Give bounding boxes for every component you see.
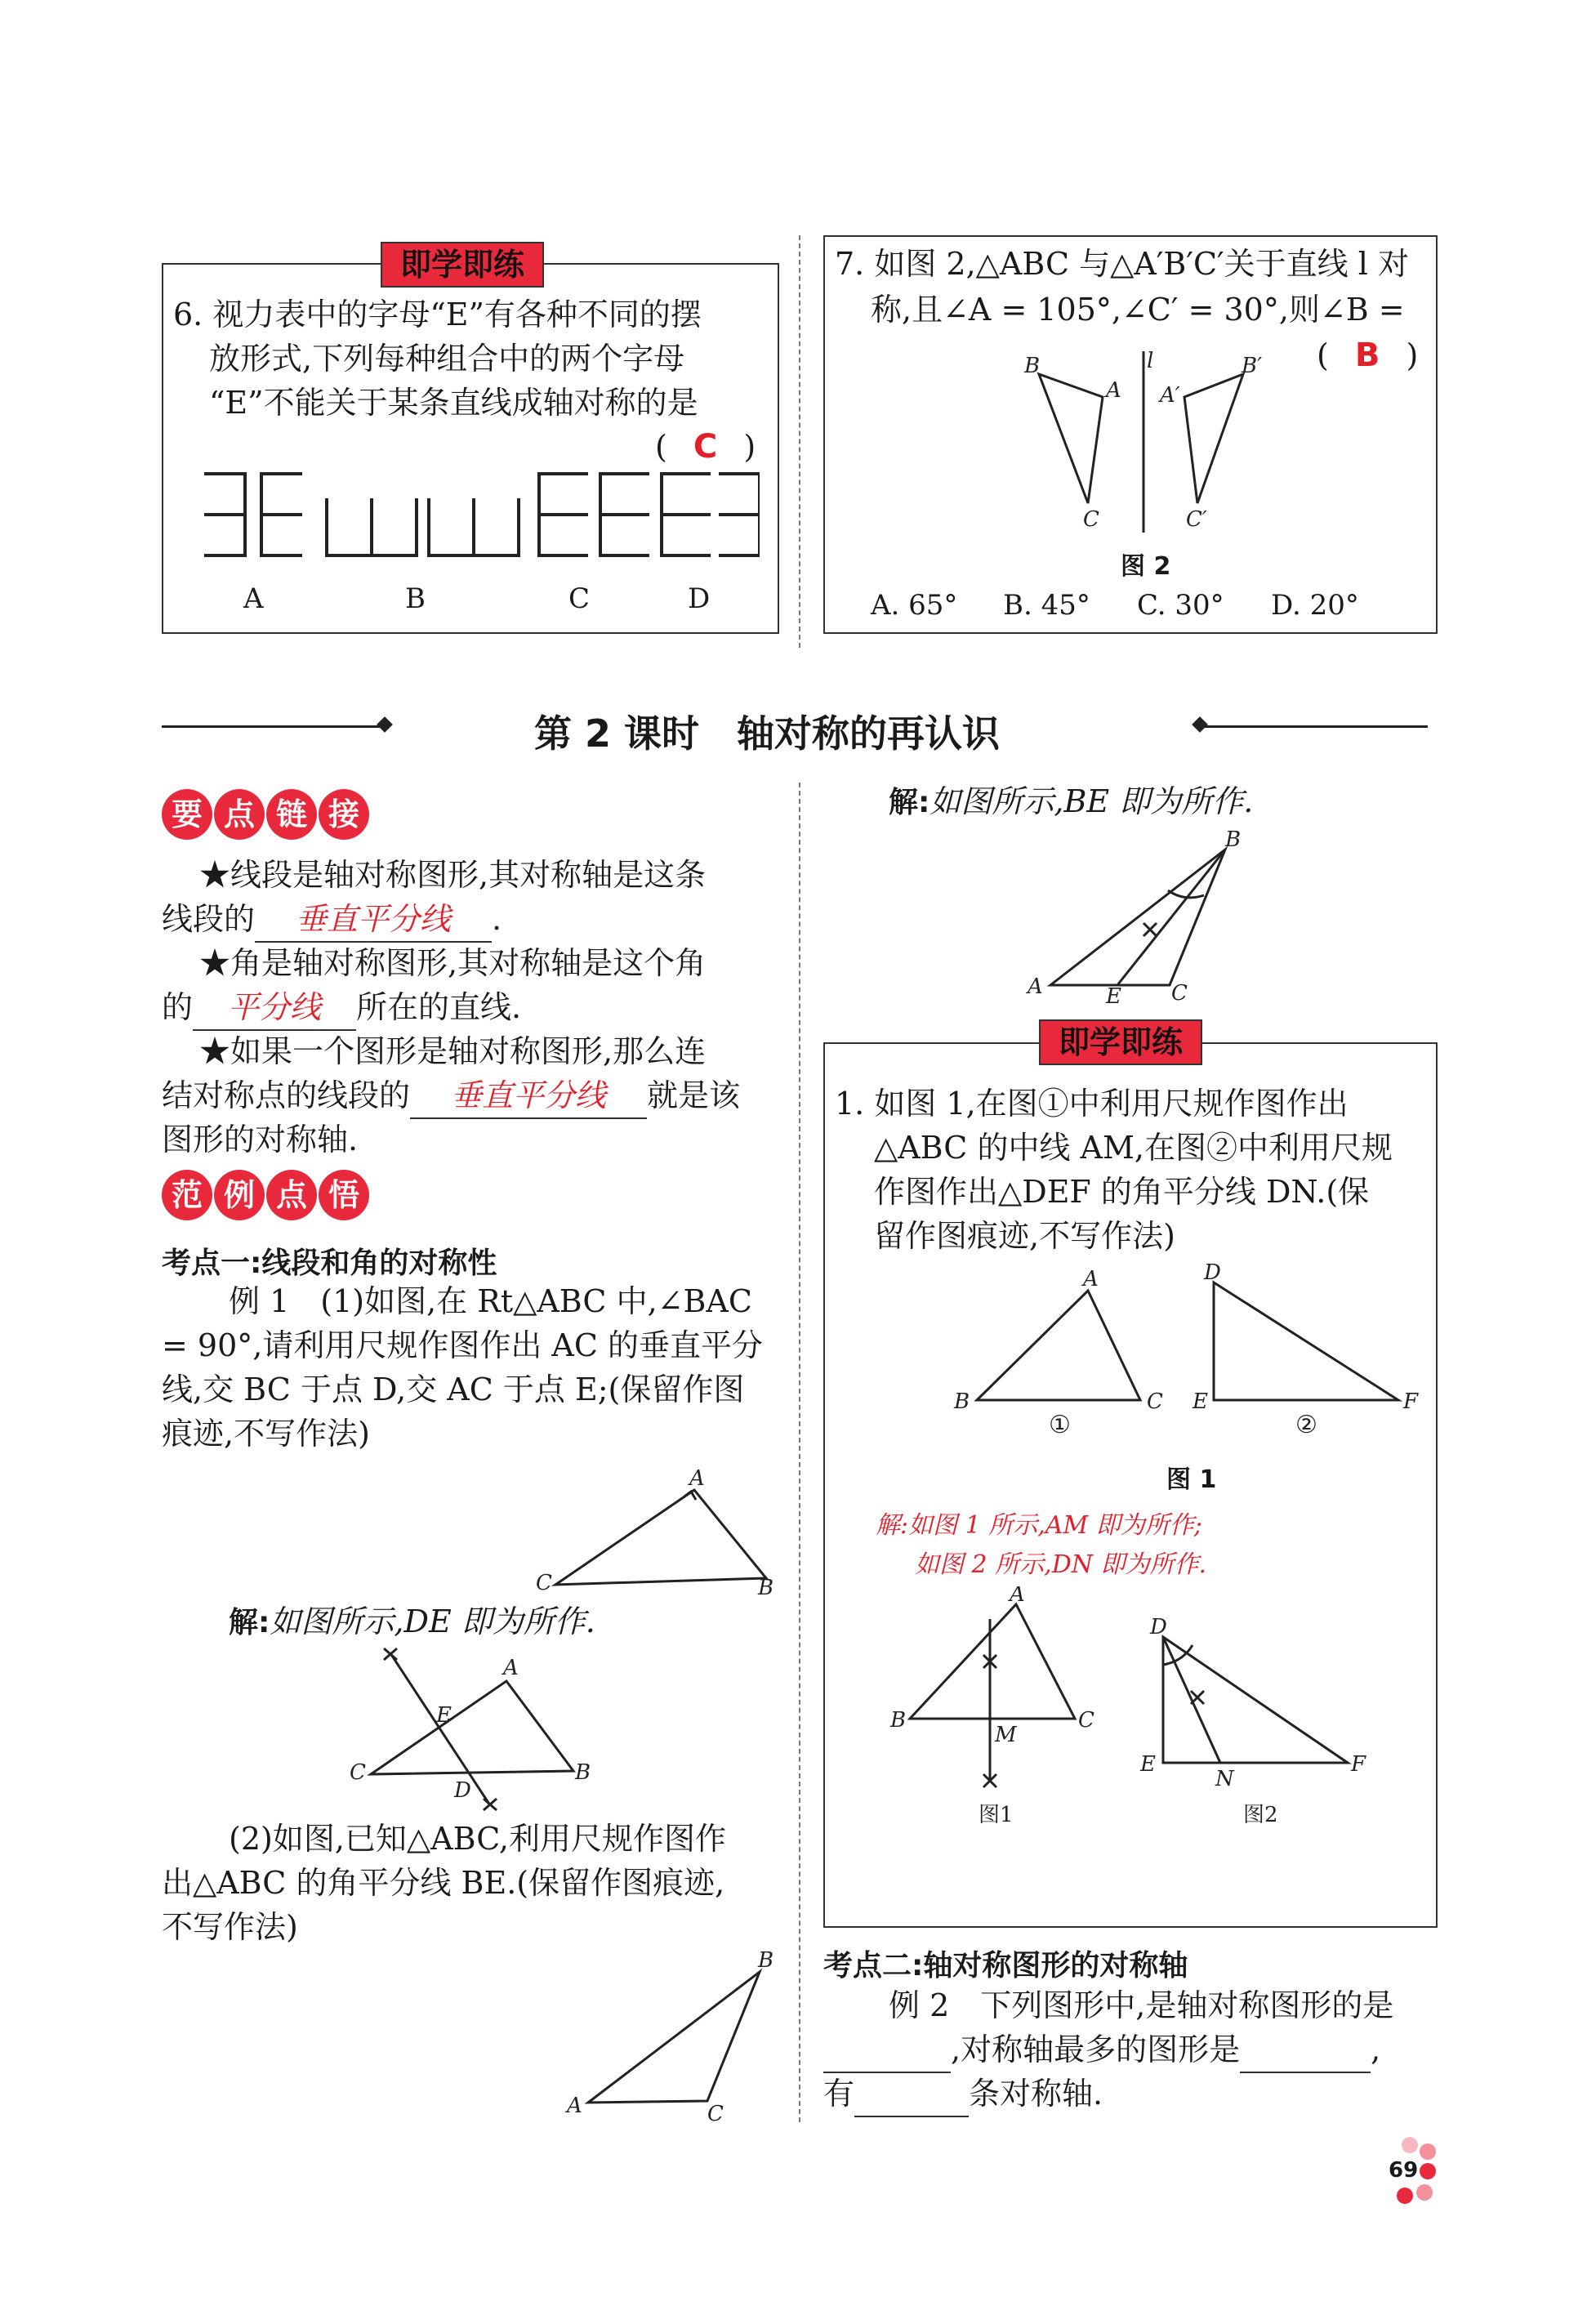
kp-line4 [162, 985, 521, 1031]
label-a: A [1083, 1267, 1099, 1291]
q6-answer: C [693, 428, 718, 466]
sol1 [229, 1599, 595, 1645]
label-b: B [1225, 827, 1242, 852]
label-e: E [1140, 1752, 1156, 1777]
label-a: A [1028, 975, 1043, 999]
kaodian-1: 考点一:线段和角的对称性 [162, 1247, 497, 1280]
banner-char: 点 [266, 1170, 317, 1220]
kp-line6-pre: 结对称点的线段的 [162, 1077, 411, 1113]
ex2-line3-post: 条对称轴. [969, 2076, 1103, 2112]
q6-line2: 放形式,下列每种组合中的两个字母 [209, 341, 685, 377]
ex2-line2-mid: ,对称轴最多的图形是 [951, 2032, 1241, 2067]
kp-line7: 图形的对称轴. [162, 1122, 359, 1157]
ex1b-line1: (2)如图,已知△ABC,利用尺规作图作 [229, 1821, 727, 1857]
ex1b-solution-figure [1021, 825, 1266, 1005]
label-c: C [1171, 981, 1188, 1005]
column-divider-top [799, 235, 800, 648]
label-c-prime: C′ [1186, 507, 1207, 532]
label-a: A [503, 1656, 519, 1680]
q7-line2: 称,且∠A = 105°,∠C′ = 30°,则∠B = [871, 292, 1405, 328]
practice-tag: 即学即练 [381, 242, 544, 288]
label-b-prime: B′ [1242, 354, 1263, 378]
sol2 [889, 779, 1253, 825]
q6-line1: 6. 视力表中的字母“E”有各种不同的摆 [173, 297, 702, 332]
ex1-line2: = 90°,请利用尺规作图作出 AC 的垂直平分 [162, 1327, 764, 1363]
banner-char: 接 [319, 789, 369, 840]
q7-figure [1013, 343, 1282, 539]
q6-option-d: D [688, 582, 711, 615]
q6-answer-bracket [655, 425, 756, 469]
label-e: E [436, 1703, 452, 1728]
ex1-figure-2 [343, 1642, 604, 1813]
title-rule-left [162, 725, 384, 728]
ex2-blank-3[interactable] [854, 2072, 969, 2117]
banner-char: 悟 [319, 1170, 369, 1220]
paren-close: ) [1406, 337, 1419, 373]
label-d: D [1150, 1615, 1167, 1639]
column-divider-bottom [799, 783, 800, 2122]
q1-figure-1 [947, 1258, 1429, 1438]
kp-line2-pre: 线段的 [162, 901, 256, 937]
label-l: l [1147, 349, 1154, 373]
label-e: E [1193, 1389, 1208, 1414]
paren-open: ( [1317, 337, 1329, 373]
label-b: B [890, 1708, 907, 1733]
label-f: F [1351, 1752, 1366, 1777]
kp-line3: ★角是轴对称图形,其对称轴是这个角 [199, 945, 707, 981]
q7-line1: 7. 如图 2,△ABC 与△A′B′C′关于直线 l 对 [835, 246, 1409, 282]
q6-option-a: A [243, 582, 264, 615]
kp-line6-post: 就是该 [647, 1077, 741, 1113]
label-b: B [954, 1389, 970, 1414]
banner-char: 点 [214, 789, 265, 840]
q7-option-b: B. 45° [1003, 589, 1090, 622]
paren-close: ) [743, 429, 756, 465]
q1-figure-caption: 图 1 [1166, 1465, 1217, 1494]
label-b: B [1024, 354, 1041, 378]
ex1b-line3: 不写作法) [162, 1909, 298, 1945]
label-c: C [536, 1571, 552, 1595]
section-title: 第 2 课时 轴对称的再认识 [534, 711, 1001, 756]
kp-line5: ★如果一个图形是轴对称图形,那么连 [199, 1033, 707, 1069]
key-points-banner [162, 789, 371, 840]
q7-option-d: D. 20° [1271, 589, 1359, 622]
label-c: C [1147, 1389, 1163, 1414]
q7-option-a: A. 65° [871, 589, 958, 622]
q1-answer-figures [882, 1586, 1389, 1831]
q6-e-figures [196, 466, 760, 564]
kp-line4-post: 所在的直线. [356, 989, 522, 1025]
examples-banner [162, 1170, 371, 1220]
label-b: B [758, 1576, 774, 1600]
label-circle-1: ① [1049, 1411, 1071, 1438]
ex2-line3 [823, 2072, 1103, 2117]
label-circle-2: ② [1295, 1411, 1317, 1438]
ex1-figure-3 [555, 1944, 784, 2124]
kp-fill-2: 平分线 [193, 985, 356, 1031]
ex1b-line2: 出△ABC 的角平分线 BE.(保留作图痕迹, [162, 1865, 725, 1901]
q7-answer-bracket [1317, 333, 1418, 377]
q7-figure-caption: 图 2 [1121, 552, 1171, 581]
label-a: A [1106, 378, 1121, 403]
label-b: B [575, 1760, 591, 1785]
ex2-line2-end: , [1371, 2032, 1381, 2067]
q1-line4: 留作图痕迹,不写作法) [874, 1218, 1175, 1254]
q7-answer: B [1354, 337, 1380, 374]
label-a: A [1010, 1586, 1025, 1607]
label-n: N [1215, 1767, 1234, 1791]
q1-answer-line2: 如图 2 所示,DN 即为所作. [915, 1550, 1207, 1579]
caption-fig2: 图2 [1243, 1803, 1278, 1827]
ex2-line3-pre: 有 [823, 2076, 855, 2112]
ex2-line2 [823, 2027, 1380, 2073]
q6-option-c: C [568, 582, 591, 615]
kp-fill-1: 垂直平分线 [255, 897, 492, 943]
label-a: A [689, 1466, 705, 1491]
q6-option-b: B [405, 582, 426, 615]
paren-open: ( [655, 429, 667, 465]
label-d: D [454, 1778, 471, 1803]
label-m: M [995, 1723, 1017, 1747]
kp-line4-pre: 的 [162, 989, 194, 1025]
ex2-blank-1[interactable] [823, 2027, 951, 2073]
sol2-label: 解: [889, 786, 930, 819]
kp-line2 [162, 897, 502, 943]
kp-line6 [162, 1073, 740, 1119]
label-a-prime: A′ [1160, 383, 1180, 408]
banner-char: 范 [162, 1170, 212, 1220]
ex2-blank-2[interactable] [1240, 2027, 1371, 2073]
label-c: C [1083, 507, 1099, 532]
q1-line3: 作图作出△DEF 的角平分线 DN.(保 [874, 1174, 1370, 1210]
kp-fill-3: 垂直平分线 [410, 1073, 647, 1119]
kaodian-2: 考点二:轴对称图形的对称轴 [823, 1949, 1188, 1983]
label-b: B [758, 1948, 774, 1973]
q1-answer-line1: 解:如图 1 所示,AM 即为所作; [876, 1511, 1202, 1540]
label-f: F [1403, 1389, 1419, 1414]
page-number: 69 [1389, 2158, 1419, 2183]
caption-fig1: 图1 [979, 1803, 1014, 1827]
q1-line2: △ABC 的中线 AM,在图②中利用尺规 [874, 1130, 1393, 1166]
sol1-label: 解: [229, 1606, 270, 1639]
kp-line1: ★线段是轴对称图形,其对称轴是这条 [199, 857, 707, 893]
label-c: C [1078, 1708, 1094, 1733]
banner-char: 链 [266, 789, 317, 840]
label-d: D [1204, 1260, 1221, 1285]
title-rule-right [1202, 725, 1428, 728]
ex1-line4: 痕迹,不写作法) [162, 1416, 370, 1452]
title-diamond-right [1192, 716, 1208, 733]
banner-char: 例 [214, 1170, 265, 1220]
q6-line3: “E”不能关于某条直线成轴对称的是 [209, 385, 698, 421]
sol1-text: 如图所示,DE 即为所作. [270, 1603, 595, 1639]
ex2-line1: 例 2 下列图形中,是轴对称图形的是 [889, 1987, 1394, 2023]
title-diamond-left [377, 716, 393, 733]
label-c: C [707, 2102, 724, 2124]
label-c: C [350, 1760, 366, 1785]
q7-option-c: C. 30° [1137, 589, 1224, 622]
banner-char: 要 [162, 789, 212, 840]
ex1-figure-1 [531, 1462, 784, 1601]
ex1-line1: 例 1 (1)如图,在 Rt△ABC 中,∠BAC [229, 1283, 752, 1319]
practice-tag-2: 即学即练 [1039, 1019, 1202, 1065]
ex1-line3: 线,交 BC 于点 D,交 AC 于点 E;(保留作图 [162, 1372, 745, 1407]
kp-line2-post: . [492, 901, 502, 937]
sol2-text: 如图所示,BE 即为所作. [930, 783, 1254, 819]
label-a: A [567, 2094, 582, 2118]
label-e: E [1106, 984, 1121, 1005]
q1-line1: 1. 如图 1,在图①中利用尺规作图作出 [835, 1086, 1349, 1122]
